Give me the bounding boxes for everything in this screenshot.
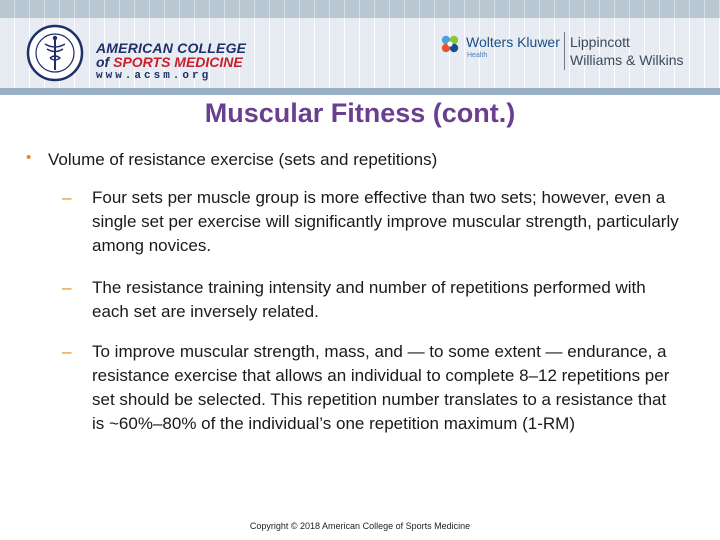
slide-title: Muscular Fitness (cont.) [204,98,516,128]
publisher-logo [436,30,706,74]
subbullet-text: Four sets per muscle group is more effective than two sets; however, even a single set per exercise will significantly improve muscular strength, particularly among novices. [92,188,679,255]
subbullet-marker: – [62,278,72,297]
acsm-url: www.acsm.org [96,70,212,82]
publisher-divider [564,32,565,70]
top-decorative-strip [0,0,720,18]
subbullet-text: The resistance training intensity and number of repetitions performed with each set are inversely related. [92,278,646,321]
acsm-seal-icon [26,24,84,82]
acsm-logo [20,18,320,84]
publisher-name: Wolters Kluwer [466,34,560,50]
acsm-line2-prefix: of [96,54,114,70]
subbullet-marker: – [62,342,72,361]
acsm-line2-highlight: SPORTS MEDICINE [113,54,243,70]
bullet-text: Volume of resistance exercise (sets and repetitions) [48,150,438,169]
publisher-sub: Health [467,52,488,59]
subbullet-text: To improve muscular strength, mass, and — to some extent — endurance, a resistance exercise that allows an individual to complete 8–12 repetitions per set should be selected. This repetition number translates to a resistance that is ~60%–80% of the individual’s one repetition maximum (1-RM) [92,342,670,433]
wolters-kluwer-flower-icon [440,34,460,54]
acsm-name-line1: AMERICAN COLLEGE [96,40,247,56]
subbullet-marker: – [62,188,72,207]
acsm-name-line2 [96,54,243,70]
header-divider [0,88,720,95]
imprint-line1: Lippincott [570,34,630,50]
copyright-footer: Copyright © 2018 American College of Sports Medicine [249,521,471,531]
bullet-marker: • [26,149,32,166]
imprint-line2: Williams & Wilkins [570,52,684,68]
